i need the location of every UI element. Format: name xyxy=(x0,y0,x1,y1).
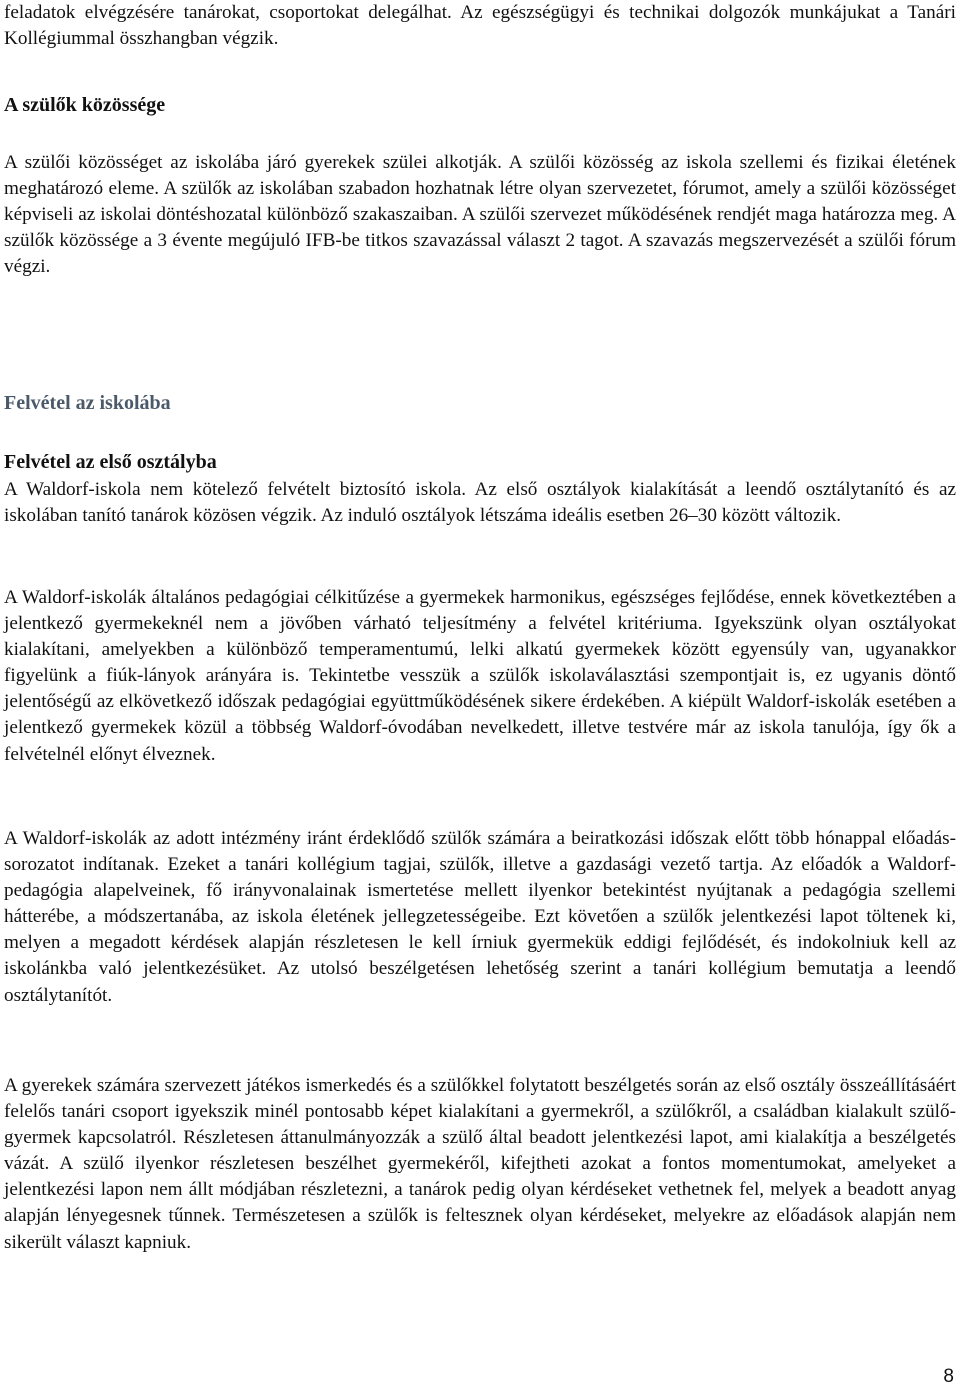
admission-paragraph-3-block xyxy=(4,826,956,1009)
top-paragraph: feladatok elvégzésére tanárokat, csoportokat delegálhat. Az egészségügyi és technikai dolgozók munkájukat a Tanári Kollégiummal összhangban végzik. xyxy=(4,2,956,50)
admission-paragraph: A Waldorf-iskolák általános pedagógiai célkitűzése a gyermekek harmonikus, egészséges fejlődése, ennek következtében a jelentkező gyermekeknél nem a jövőben várható teljesítmény a felvétel kritériuma. Igyekszünk olyan osztályokat kialakítani, amelyekben a különböző temperamentumú, lelki alkatú gyermekek között egyensúly van, ugyanakkor figyelünk a fiúk-lányok arányára is. Tekintetbe vesszük a szülők iskolaválasztási szempontjait is, ez ugyanis döntő jelentőségű az elkövetkező időszak pedagógiai együttműködésének sikere érdekében. A kiépült Waldorf-iskolák esetében a jelentkező gyermekek közül a többség Waldorf-óvodában nevelkedett, illetve testvére már az iskola tanulója, így ők a felvételnél előnyt élveznek. xyxy=(4,587,956,765)
admission-paragraph-4-block xyxy=(4,1073,956,1256)
first-grade-heading-block xyxy=(4,449,956,475)
page-number: 8 xyxy=(943,1366,954,1387)
admission-paragraph-1-block xyxy=(4,477,956,529)
admission-heading: Felvétel az iskolába xyxy=(4,392,171,414)
admission-paragraph: A Waldorf-iskolák az adott intézmény iránt érdeklődő szülők számára a beiratkozási időszak előtt több hónappal előadás-sorozatot indítanak. Ezeket a tanári kollégium tagjai, szülők, illetve a gazdasági vezető tartja. Az előadók a Waldorf-pedagógia alapelveinek, fő irányvonalainak ismertetése mellett ilyenkor betekintést nyújtanak a pedagógia szellemi hátterébe, a módszertanába, az iskola életének jellegzetességeibe. Ezt követően a szülők jelentkezési lapot töltenek ki, melyen a megadott kérdések alapján részletesen le kell írniuk gyermekük eddigi fejlődését, és indokolniuk kell az iskolánkba való jelentkezésüket. Az utolsó beszélgetésen lehetőség szerint a tanári kollégium bemutatja a leendő osztálytanítót. xyxy=(4,828,956,1006)
top-paragraph-block xyxy=(4,0,956,52)
first-grade-heading: Felvétel az első osztályba xyxy=(4,451,217,473)
admission-heading-block xyxy=(4,390,956,416)
parents-paragraph: A szülői közösséget az iskolába járó gyerekek szülei alkotják. A szülői közösség az iskola szellemi és fizikai életének meghatározó eleme. A szülők az iskolában szabadon hozhatnak létre olyan szervezetet, fórumot, amely a szülői közösséget képviseli az iskolai döntéshozatal különböző szakaszaiban. A szülői szervezet működésének rendjét maga határozza meg. A szülők közössége a 3 évente megújuló IFB-be titkos szavazással választ 2 tagot. A szavazás megszervezését a szülői fórum végzi. xyxy=(4,152,956,278)
admission-paragraph: A gyerekek számára szervezett játékos ismerkedés és a szülőkkel folytatott beszélgetés során az első osztály összeállításáért felelős tanári csoport igyekszik minél pontosabb képet kialakítani a gyermekről, a szülőkről, a családban kialakult szülő-gyermek kapcsolatról. Részletesen áttanulmányozzák a szülő által beadott jelentkezési lapot, ami kialakítja a beszélgetés vázát. A szülő ilyenkor részletesen beszélhet gyermekéről, kifejtheti azokat a fontos momentumokat, amelyeket a jelentkezési lapon nem állt módjában részletezni, a tanárok pedig olyan kérdéseket vethetnek fel, melyek a beadott anyag alapján lényegesnek tűnnek. Természetesen a szülők is feltesznek olyan kérdéseket, melyekre az előadások alapján nem sikerült választ kapniuk. xyxy=(4,1075,956,1253)
parents-paragraph-block xyxy=(4,150,956,280)
admission-paragraph-2-block xyxy=(4,585,956,768)
parents-section-heading-block xyxy=(4,92,956,118)
admission-paragraph: A Waldorf-iskola nem kötelező felvételt biztosító iskola. Az első osztályok kialakítását a leendő osztálytanító és az iskolában tanító tanárok közösen végzik. Az induló osztályok létszáma ideális esetben 26–30 között változik. xyxy=(4,479,956,527)
parents-section-heading: A szülők közössége xyxy=(4,94,166,116)
